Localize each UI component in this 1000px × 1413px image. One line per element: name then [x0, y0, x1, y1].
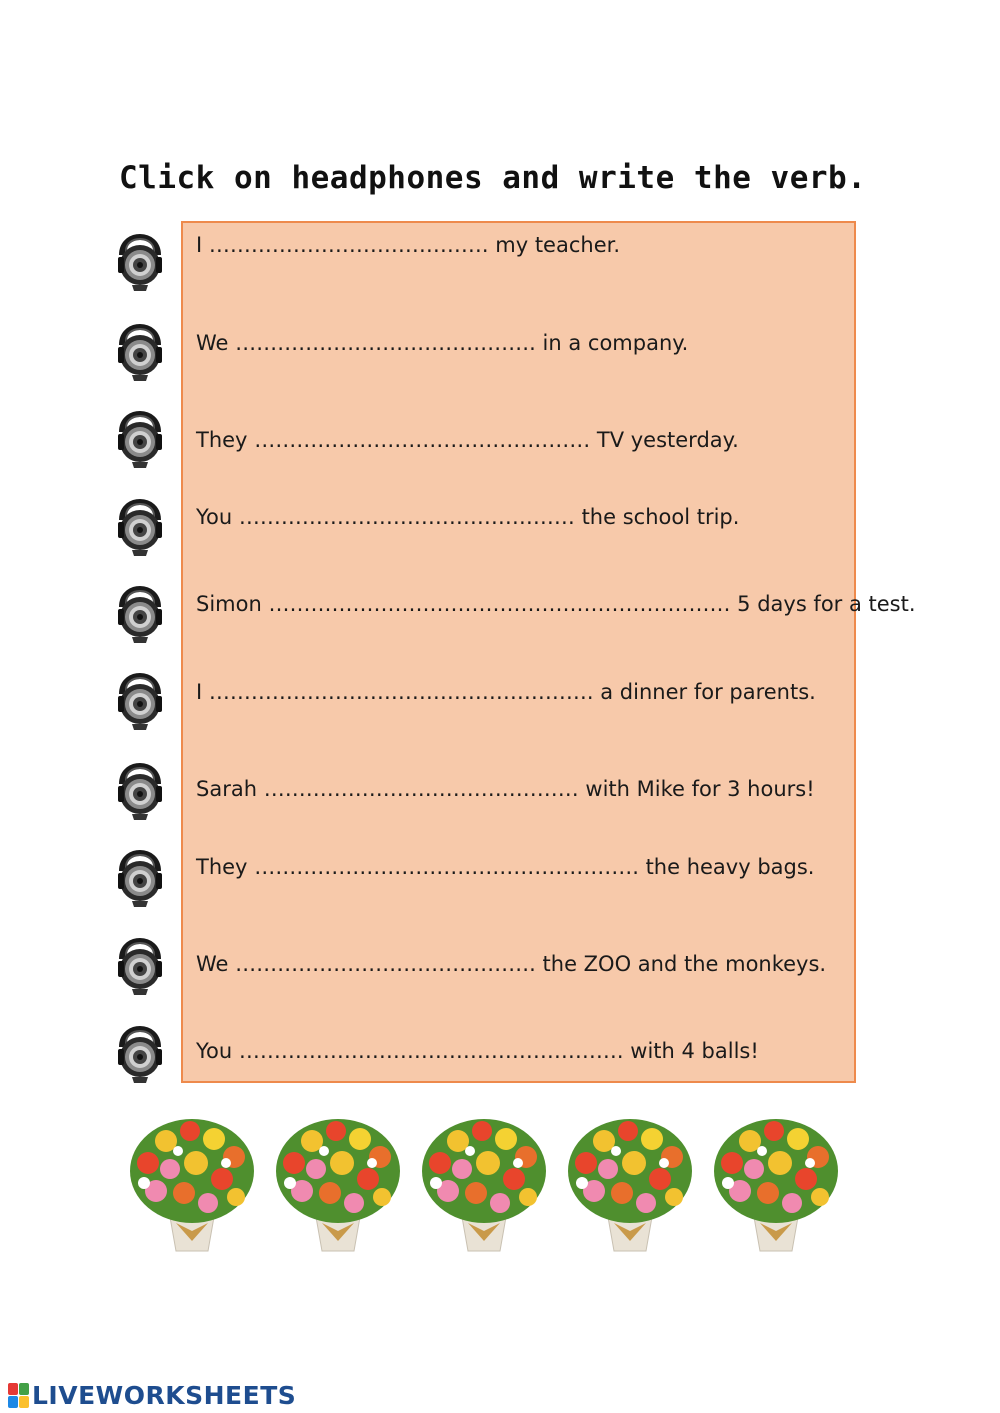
answer-blank[interactable]: …………………………………….	[235, 331, 536, 355]
flower-bouquet-image	[272, 1105, 404, 1255]
liveworksheets-footer[interactable]	[8, 1380, 296, 1410]
sentence-row	[196, 428, 739, 452]
sentence-start: We	[196, 331, 229, 355]
sentence-row	[196, 855, 814, 879]
headphones-icon[interactable]	[114, 1013, 166, 1085]
sentence-start: You	[196, 1039, 233, 1063]
sentence-start: Sarah	[196, 777, 258, 801]
sentence-row	[196, 331, 688, 355]
sentence-start: I	[196, 680, 203, 704]
answer-blank[interactable]: …………………………………………	[254, 428, 591, 452]
flower-bouquet-image	[418, 1105, 550, 1255]
sentence-end: TV yesterday.	[596, 428, 739, 452]
liveworksheets-logo-icon	[8, 1383, 29, 1408]
sentence-start: They	[196, 428, 248, 452]
sentence-start: They	[196, 855, 248, 879]
answer-blank[interactable]: ……………………………………………….	[208, 680, 594, 704]
headphones-icon[interactable]	[114, 311, 166, 383]
headphones-icon[interactable]	[114, 750, 166, 822]
headphones-icon[interactable]	[114, 837, 166, 909]
answer-blank[interactable]: ………………………………………	[263, 777, 579, 801]
sentence-row	[196, 233, 620, 257]
headphones-icon[interactable]	[114, 398, 166, 470]
flower-bouquet-image	[710, 1105, 842, 1255]
sentence-start: I	[196, 233, 203, 257]
sentence-row	[196, 680, 816, 704]
answer-blank[interactable]: ……………………………………………….	[254, 855, 639, 879]
headphones-icon[interactable]	[114, 221, 166, 293]
sentence-end: the ZOO and the monkeys.	[542, 952, 827, 976]
sentence-end: the heavy bags.	[645, 855, 815, 879]
flower-bouquet-image	[126, 1105, 258, 1255]
worksheet-title: Click on headphones and write the verb.	[119, 160, 867, 196]
sentence-row	[196, 777, 815, 801]
answer-blank[interactable]: …………………………………….	[235, 952, 536, 976]
sentence-row	[196, 1039, 759, 1063]
sentence-start: We	[196, 952, 229, 976]
sentence-end: my teacher.	[495, 233, 621, 257]
footer-brand: LIVEWORKSHEETS	[32, 1380, 297, 1410]
sentence-row	[196, 505, 739, 529]
sentence-row	[196, 592, 916, 616]
headphones-icon[interactable]	[114, 660, 166, 732]
answer-blank[interactable]: ………………………………….	[208, 233, 489, 257]
answer-blank[interactable]: …………………………………………	[238, 505, 575, 529]
sentence-start: Simon	[196, 592, 262, 616]
sentence-end: a dinner for parents.	[600, 680, 816, 704]
sentence-end: 5 days for a test.	[737, 592, 916, 616]
flower-bouquet-image	[564, 1105, 696, 1255]
headphones-icon[interactable]	[114, 573, 166, 645]
answer-blank[interactable]: ……………………………………………….	[238, 1039, 624, 1063]
sentence-start: You	[196, 505, 233, 529]
sentence-end: in a company.	[542, 331, 689, 355]
sentence-end: with 4 balls!	[630, 1039, 759, 1063]
sentence-end: the school trip.	[581, 505, 740, 529]
sentence-end: with Mike for 3 hours!	[585, 777, 815, 801]
headphones-icon[interactable]	[114, 925, 166, 997]
answer-blank[interactable]: …………………………………………………………	[268, 592, 731, 616]
sentence-row	[196, 952, 826, 976]
headphones-icon[interactable]	[114, 486, 166, 558]
